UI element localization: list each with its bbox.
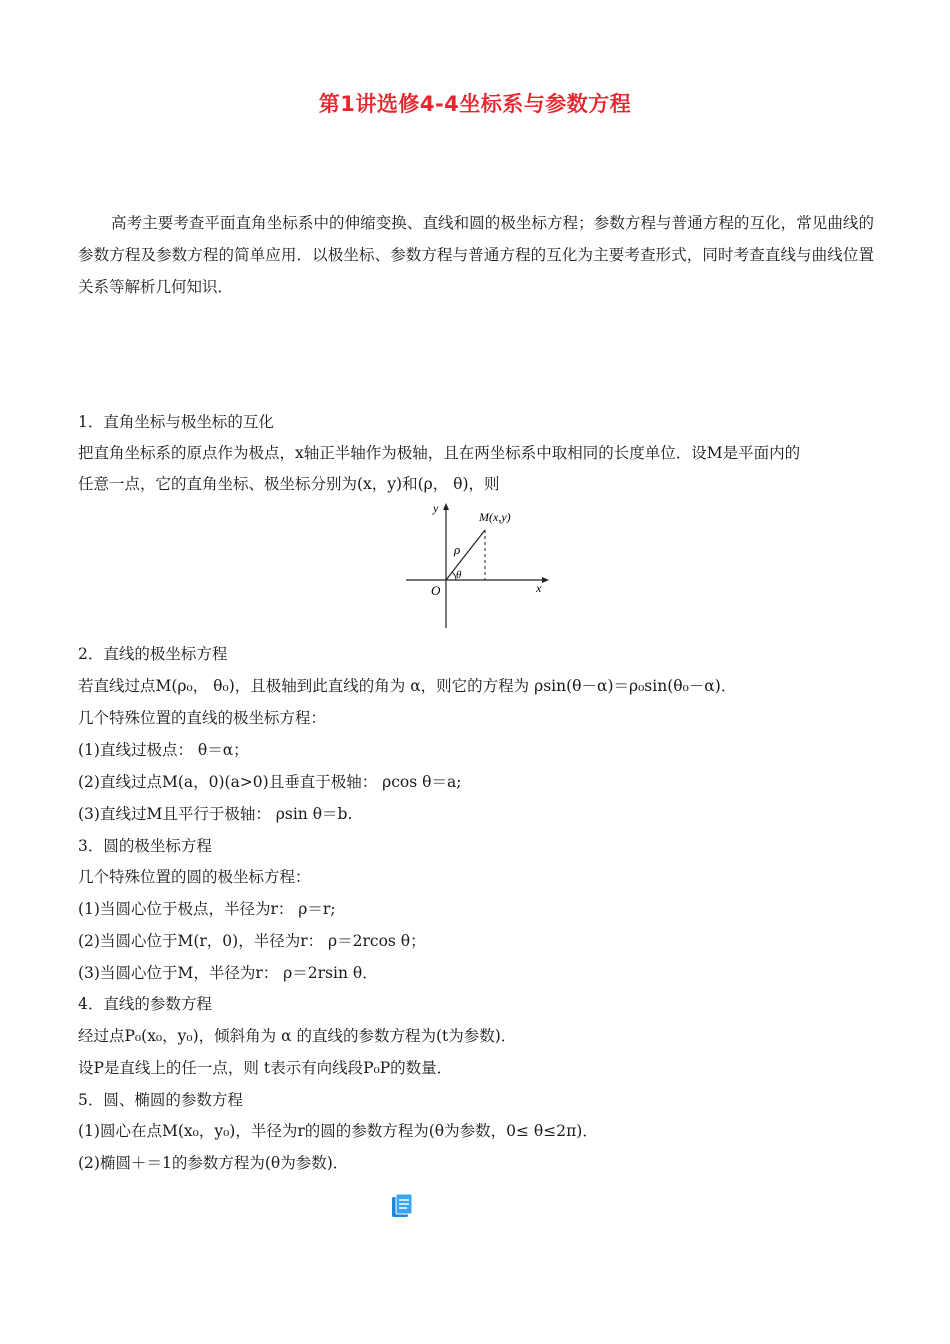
text-line: 设P是直线上的任一点，则 t表示有向线段P₀P的数量． xyxy=(78,1059,453,1077)
text-line: (3)直线过M且平行于极轴： ρsin θ＝b. xyxy=(78,805,353,823)
theta-label: θ xyxy=(456,569,462,581)
text-line: 几个特殊位置的直线的极坐标方程： xyxy=(78,709,327,727)
text-line: (1)当圆心位于极点，半径为r： ρ＝r; xyxy=(78,900,336,918)
rho-label: ρ xyxy=(454,542,461,557)
page-title: 第1讲选修4-4坐标系与参数方程 xyxy=(318,92,632,116)
document-icon[interactable] xyxy=(390,1193,414,1219)
text-line: (1)圆心在点M(x₀，y₀)，半径为r的圆的参数方程为(θ为参数，0≤ θ≤2π)． xyxy=(78,1122,598,1140)
text-line: (2)椭圆＋＝1的参数方程为(θ为参数)． xyxy=(78,1154,349,1172)
section-heading-5: 5．圆、椭圆的参数方程 xyxy=(78,1091,243,1109)
section-heading-2: 2．直线的极坐标方程 xyxy=(78,645,228,663)
section-heading-1: 1．直角坐标与极坐标的互化 xyxy=(78,413,274,431)
section-heading-3: 3．圆的极坐标方程 xyxy=(78,837,212,855)
text-line: 经过点P₀(x₀，y₀)，倾斜角为 α 的直线的参数方程为(t为参数)． xyxy=(78,1027,517,1045)
intro-paragraph: 高考主要考查平面直角坐标系中的伸缩变换、直线和圆的极坐标方程；参数方程与普通方程的互化，常见曲线的参数方程及参数方程的简单应用．以极坐标、参数方程与普通方程的互化为主要考查形式，同时考查直线与曲线位置关系等解析几何知识． xyxy=(78,214,874,296)
text-line: 把直角坐标系的原点作为极点，x轴正半轴作为极轴，且在两坐标系中取相同的长度单位．设M是平面内的 xyxy=(78,444,801,462)
text-line: (1)直线过极点： θ＝α； xyxy=(78,741,249,759)
point-label: M(x,y) xyxy=(479,510,511,524)
text-line: 几个特殊位置的圆的极坐标方程： xyxy=(78,868,311,886)
y-axis-arrow xyxy=(443,503,449,510)
polar-coordinate-diagram xyxy=(400,500,550,632)
origin-label: O xyxy=(431,583,441,598)
text-line: (3)当圆心位于M，半径为r： ρ＝2rsin θ． xyxy=(78,964,378,982)
text-line: 若直线过点M(ρ₀， θ₀)，且极轴到此直线的角为 α，则它的方程为 ρsin(θ－α)＝ρ₀sin(θ₀－α)． xyxy=(78,677,737,695)
y-axis-label: y xyxy=(433,501,439,515)
section-heading-4: 4．直线的参数方程 xyxy=(78,995,212,1013)
text-line: (2)直线过点M(a，0)(a>0)且垂直于极轴： ρcos θ＝a; xyxy=(78,773,462,791)
x-axis-arrow xyxy=(542,577,549,583)
text-line: 任意一点，它的直角坐标、极坐标分别为(x，y)和(ρ， θ)，则 xyxy=(78,475,500,493)
x-axis-label: x xyxy=(536,581,542,595)
text-line: (2)当圆心位于M(r，0)，半径为r： ρ＝2rcos θ； xyxy=(78,932,426,950)
